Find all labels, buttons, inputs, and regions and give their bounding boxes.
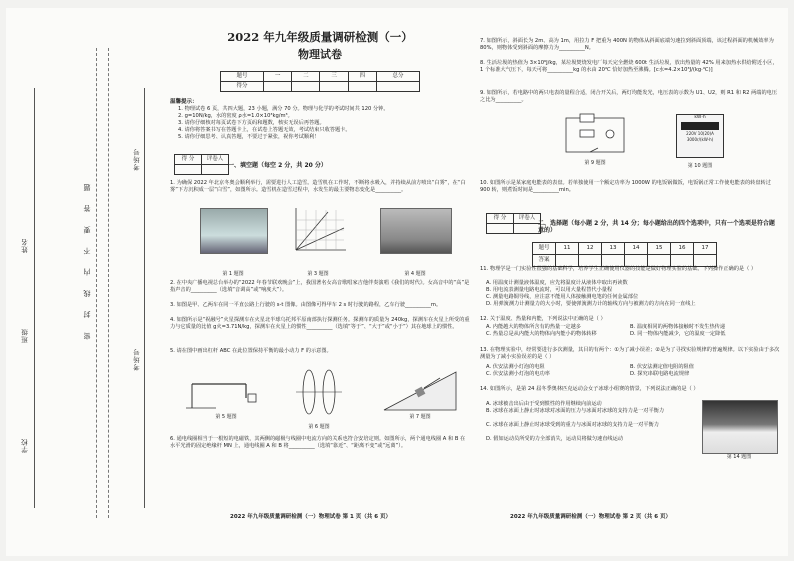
question-12: 12. 关于温度、热量和内能，下列说法中正确的是（ ） (480, 316, 606, 322)
section-1-title: 一、填空题（每空 2 分，共 20 分） (228, 162, 327, 169)
score-cell: 四 (348, 72, 376, 82)
option: D. 用弹簧测力计测量力的大小时，要使弹簧测力计的轴线方向与被测力的方向在同一直线上 (486, 301, 696, 307)
mars-rover-image (380, 208, 452, 254)
fill-line (144, 88, 145, 508)
energy-meter (676, 114, 724, 158)
school-label: 学校 (21, 438, 29, 453)
question-11: 11. 物理学是一门实验性很强的基础科学，培养学生正确使用仪器的技能是做好物理实验的基础。下列操作正确的是（ ） (480, 266, 757, 272)
page-footer: 2022 年九年级质量调研检测（一）物理试卷 第 2 页（共 6 页） (510, 514, 671, 520)
answer-input[interactable] (625, 255, 648, 267)
option: A. 用温度计测量液体温度，应先将温度计从液体中取出再读数 (486, 280, 628, 286)
seat-no-label: 考场号 (133, 348, 141, 371)
name-label: 姓名 (21, 238, 29, 253)
incline-figure (380, 364, 460, 414)
question-14: 14. 如图所示，是第 24 届冬季奥林匹克运动会女子冰球小组赛的情景，下列说法正确的是（ ） (480, 386, 699, 392)
page-footer: 2022 年九年级质量调研检测（一）物理试卷 第 1 页（共 6 页） (230, 514, 391, 520)
option: A. 内能越大的物体所含有的热量一定越多 (486, 324, 581, 330)
answer-cell: 答案 (533, 255, 556, 267)
answer-input[interactable] (671, 255, 694, 267)
scorer-input[interactable] (487, 224, 514, 234)
option: B. 温度相同的两物体接触时不发生热传递 (630, 324, 726, 330)
question-9: 9. 如图所示，若电路中的两只电表的量程合适，闭合开关后，两灯均能发光，电压表的示数为 U1、U2，则 R1 和 R2 两端的电压之比为__________。 (480, 90, 778, 104)
hockey-image (702, 400, 778, 454)
fill-line (34, 88, 35, 508)
seal-text: 密 封 线 内 不 要 答 题 (83, 178, 91, 340)
score-input[interactable] (376, 82, 419, 92)
meter-rating: 220V 10(20)A (686, 131, 714, 136)
question-1: 1. 为确保 2022 年北京冬奥会顺利举行，需要进行人工造雪。造雪机在工作时，不断将水吸入，并持续从前方喷出“白雾”，在“白雾”下方沉积成一层“白雪”，如图所示。造雪机在造雪过程中，水发生的最主要物态变化是__________。 (170, 180, 466, 194)
fig-caption: 第 4 题图 (404, 271, 426, 277)
scorer-box (486, 213, 541, 234)
score-table (220, 71, 420, 92)
option: A. 冰球被击出后由于受到惯性的作用继续向前运动 (486, 401, 602, 407)
note-item: 4. 请你将答案书写在答题卡上，在试卷上答题无效，考试结束只收答题卡。 (178, 127, 351, 133)
question-2: 2. 在中央广播电视总台举办的“2022 年春节联欢晚会”上，我国著名女高音歌唱家吉他伴奏演唱《我们的时代》。女高音中的“高”是指声音的__________（选填“音调高”或“响度大”）。 (170, 280, 470, 294)
answer-cell: 11 (556, 243, 579, 255)
option: C. 热量总是从内能大的物体向内能小的物体转移 (486, 331, 597, 337)
exam-no-label: 考场号 (133, 148, 141, 171)
question-4: 4. 如图所示是“祝融号”火星探测车在火星北半球乌托邦平原南部执行探测任务。探测车的质量为 240kg，探测车在火星上所受的重力与它质量的比值 g火=3.71N/kg，探测车在火星上的惯性__________（选填“等于”、“大于”或“小于”）其在地球上的惯性。 (170, 317, 470, 331)
answer-input[interactable] (648, 255, 671, 267)
exam-subtitle: 物理试卷 (298, 48, 342, 61)
snow-machine-image (200, 208, 268, 254)
answer-cell: 15 (648, 243, 671, 255)
scorer-label: 得 分 (487, 214, 514, 224)
coils-figure (294, 364, 344, 424)
scorer-input[interactable] (175, 165, 202, 175)
answer-input[interactable] (556, 255, 579, 267)
answer-cell: 题号 (533, 243, 556, 255)
question-8: 8. 生活垃圾的热值为 3×10⁶J/kg，某垃圾焚烧发电厂每天完全燃烧 600t 生活垃圾，放出热量的 42% 用来加热水供给附近小区，1 个标准大气压下，每天可将__________kg 的水由 20℃ 恰好加热至沸腾。[c水=4.2×10³J/(kg·℃)] (480, 60, 778, 74)
option: D. 探究串联电路电流规律 (630, 371, 690, 377)
question-6: 6. 通电线圈相当于一根短的电磁铁，其两侧的磁极与线圈中电流方向的关系也符合安培定则。如图所示，两个通电线圈 A 和 B 在水平光滑的固定绝缘杆 MN 上，通电线圈 A 和 B 将__________（选填“靠近”、“距离不变”或“远离”）。 (170, 436, 466, 450)
question-10: 10. 如图所示是某家庭电能表的表盘。若单独使用一个额定功率为 1000W 的电饭锅做饭，电饭锅正常工作使电能表的转盘转过 900 转，则煮饭时间是__________min。 (480, 180, 771, 194)
scorer-label: 得 分 (175, 155, 202, 165)
answer-input[interactable] (602, 255, 625, 267)
scorer-label: 评卷人 (514, 214, 541, 224)
circuit-figure (560, 112, 630, 158)
score-cell: 总分 (376, 72, 419, 82)
fig-caption: 第 10 题图 (687, 163, 713, 169)
score-cell: 一 (264, 72, 292, 82)
score-cell: 二 (292, 72, 320, 82)
meter-unit: kW·h (694, 115, 706, 120)
answer-input[interactable] (694, 255, 717, 267)
class-label: 班级 (21, 328, 29, 343)
question-3: 3. 如图是甲、乙两车在同一平直公路上行驶的 s-t 图像。由图像可得甲车 2 s 时行驶的路程，乙车行驶__________m。 (170, 302, 442, 308)
answer-cell: 17 (694, 243, 717, 255)
score-cell: 题号 (221, 72, 264, 82)
fig-caption: 第 9 题图 (584, 160, 606, 166)
option: C. 测量电路铜导线，应注意不能用人体接触测电笔的任何金属部位 (486, 294, 639, 300)
section-2-title: 二、选择题（每小题 2 分，共 14 分；每小题给出的四个选项中，只有一个选项是符合题意的） (538, 220, 775, 235)
fig-caption: 第 1 题图 (222, 271, 244, 277)
note-item: 5. 请你仔细思考、认真答题，不要过于紧张，祝你考试顺利！ (178, 134, 320, 140)
question-13: 13. 在物理实验中，经常要进行多次测量，其目的有两个：①为了减小误差；②是为了寻找实验规律的普遍规律。以下实验由于多次测量为了减小实验误差的是（ ） (480, 347, 780, 361)
note-item: 1. 物理试卷 6 页，共四大题，23 小题，满分 70 分。物理与化学的考试时间共 120 分钟。 (178, 106, 389, 112)
score-cell: 三 (320, 72, 348, 82)
question-5: 5. 请在图中画出杠杆 ABC 在此位置保持平衡的最小动力 F 的示意图。 (170, 348, 332, 354)
answer-table (532, 242, 717, 267)
scorer-input[interactable] (202, 165, 229, 175)
fig-caption: 第 7 题图 (409, 414, 431, 420)
answer-cell: 12 (579, 243, 602, 255)
option: C. 伏安法测小灯泡的电功率 (486, 371, 550, 377)
score-input[interactable] (292, 82, 320, 92)
notes-title: 温馨提示： (170, 99, 198, 105)
scorer-input[interactable] (514, 224, 541, 234)
option: D. 假如运动员所受的力全部消失，运动员将做匀速直线运动 (486, 436, 623, 442)
seal-dash-line (96, 48, 97, 518)
note-item: 2. g=10N/kg，水的密度 ρ水=1.0×10³kg/m³。 (178, 113, 293, 119)
option: C. 冰球在冰面上静止时冰球受到的重力与冰面对冰球的支持力是一对平衡力 (486, 422, 659, 428)
option: D. 同一物体内能减少，它的温度一定降低 (630, 331, 726, 337)
note-item: 3. 请你仔细核对每页试卷下方页码和题数，核实无误后再答题。 (178, 120, 325, 126)
exam-title: 2022 年九年级质量调研检测（一） (227, 30, 413, 44)
st-graph (288, 206, 348, 256)
meter-constant: 3000r/(kW·h) (686, 137, 714, 142)
score-cell: 得分 (221, 82, 264, 92)
score-input[interactable] (264, 82, 292, 92)
question-7: 7. 如图所示，斜面长为 2m、高为 1m，用拉力 F 把重为 400N 的物体从斜面底端匀速拉到斜面顶端，该过程斜面的机械效率为 80%，则物体受到斜面的摩擦力为__________N。 (480, 38, 774, 52)
fig-caption: 第 5 题图 (215, 414, 237, 420)
lever-figure (186, 364, 266, 414)
option: B. 用电流表测量电路电流时，可以用大量程替代小量程 (486, 287, 613, 293)
score-input[interactable] (320, 82, 348, 92)
answer-cell: 16 (671, 243, 694, 255)
fig-caption: 第 3 题图 (307, 271, 329, 277)
answer-input[interactable] (579, 255, 602, 267)
seal-dash-line (108, 48, 109, 518)
fig-caption: 第 14 题图 (726, 454, 752, 460)
answer-cell: 14 (625, 243, 648, 255)
scorer-label: 评卷人 (202, 155, 229, 165)
scorer-box (174, 154, 229, 175)
score-input[interactable] (348, 82, 376, 92)
option: A. 伏安法测小灯泡的电阻 (486, 364, 545, 370)
binding-strip (14, 28, 162, 528)
option: B. 冰球在冰面上静止时冰球对冰面的压力与冰面对冰球的支持力是一对平衡力 (486, 408, 665, 414)
option: B. 伏安法测定值电阻的阻值 (630, 364, 694, 370)
exam-sheet (6, 8, 788, 556)
meter-counter (681, 122, 719, 130)
fig-caption: 第 6 题图 (308, 424, 330, 430)
answer-cell: 13 (602, 243, 625, 255)
